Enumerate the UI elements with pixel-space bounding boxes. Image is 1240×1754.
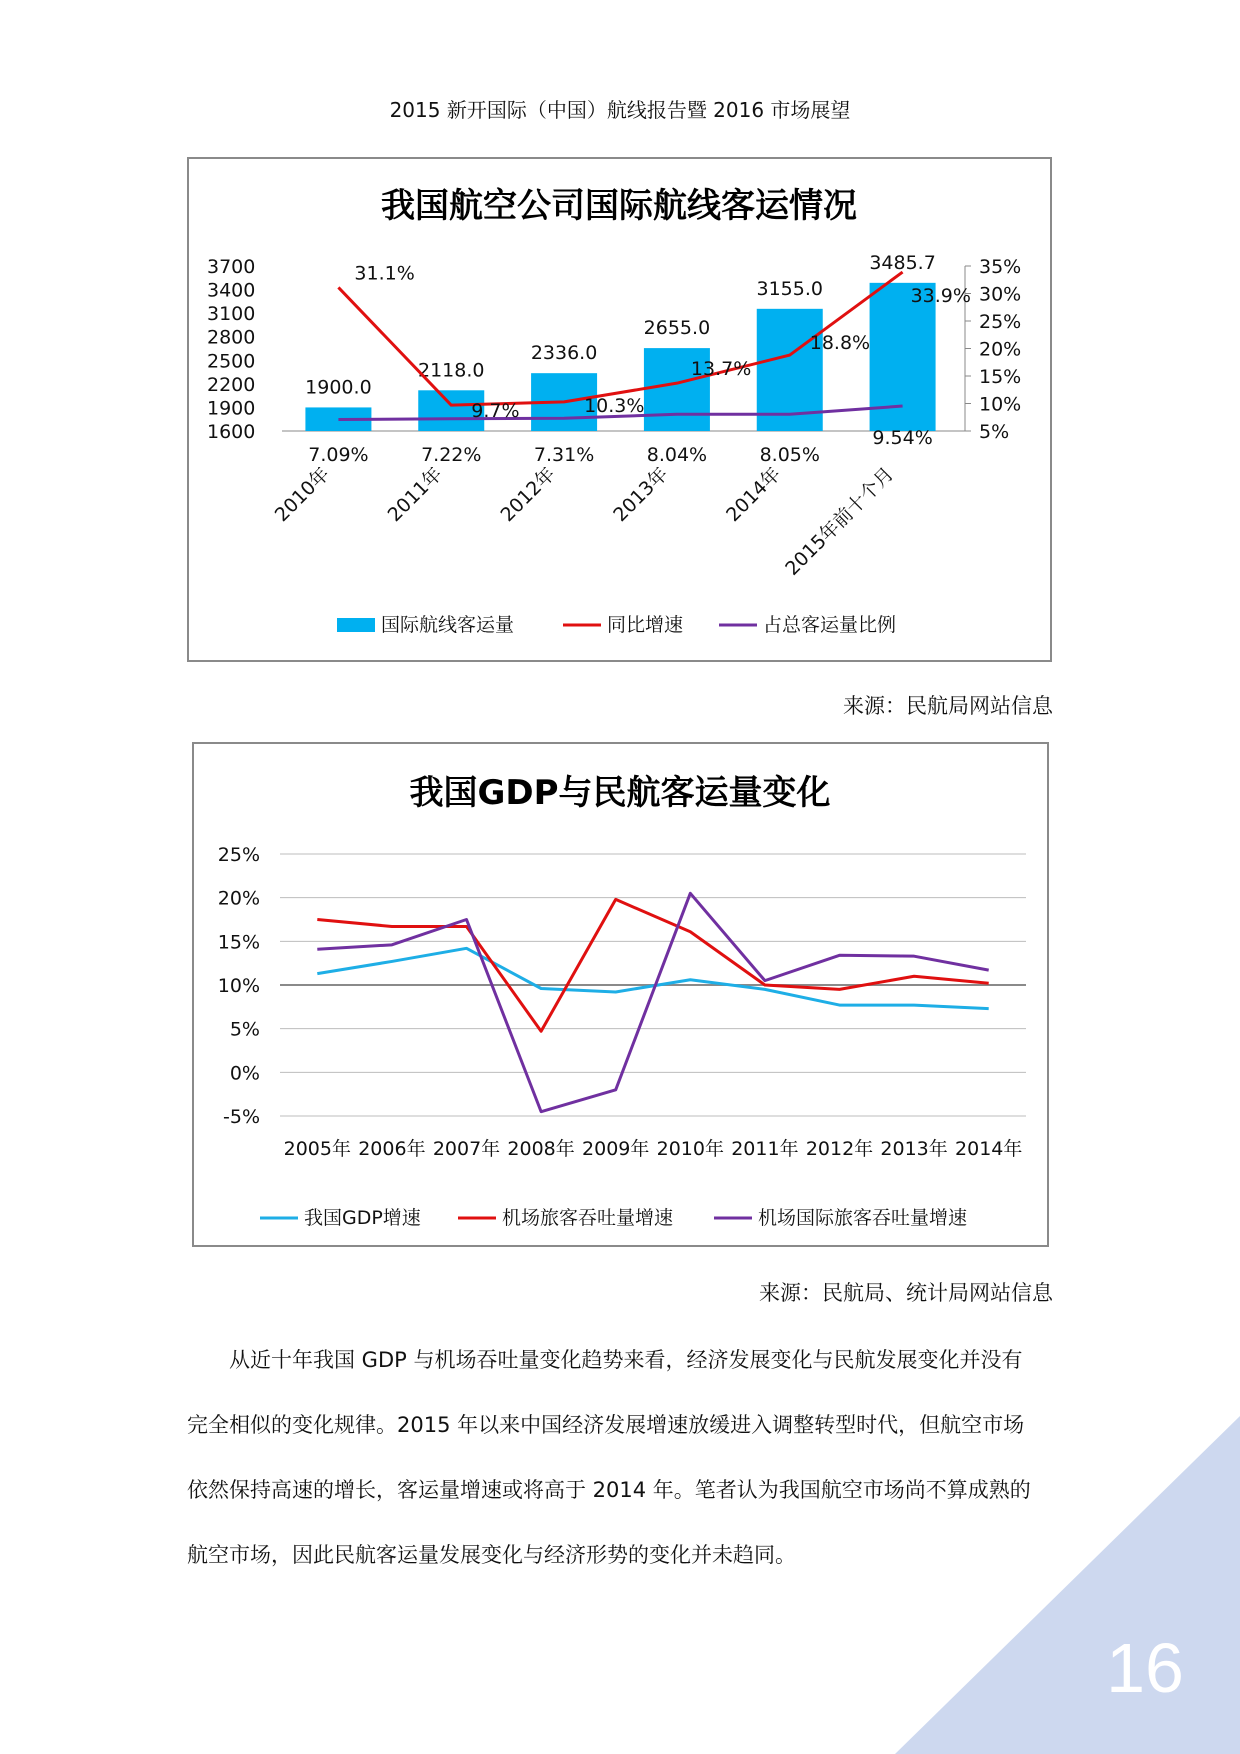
chart1-share-label: 7.09% <box>308 444 369 466</box>
chart2-category-label: 2007年 <box>432 1138 501 1160</box>
chart2-y-tick-label: -5% <box>223 1106 260 1128</box>
chart1-growth-label: 10.3% <box>584 394 645 417</box>
paragraph-line: 从近十年我国 GDP 与机场吞吐量变化趋势来看，经济发展变化与民航发展变化并没有 <box>229 1348 1023 1372</box>
chart2-category-label: 2005年 <box>283 1138 351 1160</box>
chart1-bar-label: 2118.0 <box>418 359 485 382</box>
chart2-category-label: 2008年 <box>507 1138 575 1160</box>
chart2-y-tick-label: 15% <box>217 931 260 954</box>
chart1-bar-label: 2336.0 <box>530 342 598 365</box>
gdp-passenger-chart-svg <box>194 744 1047 1245</box>
chart2-legend-label: 机场旅客吞吐量增速 <box>502 1207 674 1229</box>
chart1-right-tick-label: 30% <box>979 283 1022 306</box>
chart1-category-label: 2014年 <box>722 462 786 527</box>
chart1-title: 我国航空公司国际航线客运情况 <box>381 186 857 226</box>
chart1-growth-label: 9.7% <box>471 400 520 423</box>
page-number: 16 <box>1106 1629 1184 1707</box>
chart2-source: 来源：民航局、统计局网站信息 <box>759 1281 1053 1305</box>
chart1-share-label: 7.31% <box>533 444 595 466</box>
chart2-y-tick-label: 0% <box>229 1062 260 1085</box>
chart2-category-label: 2006年 <box>358 1138 426 1160</box>
chart1-share-label: 8.05% <box>759 444 820 466</box>
chart1-bar-label: 2655.0 <box>643 317 711 340</box>
chart2-y-tick-label: 25% <box>217 844 260 866</box>
chart1-right-tick-label: 20% <box>979 338 1022 361</box>
chart2-legend-label: 机场国际旅客吞吐量增速 <box>758 1207 968 1229</box>
chart2-legend-label: 我国GDP增速 <box>304 1207 421 1229</box>
chart2-category-label: 2010年 <box>656 1138 724 1160</box>
paragraph-line: 依然保持高速的增长，客运量增速或将高于 2014 年。笔者认为我国航空市场尚不算成熟的 <box>187 1478 1031 1502</box>
chart1-share-label: 7.22% <box>421 444 482 466</box>
chart2-y-tick-label: 5% <box>229 1018 260 1041</box>
chart1-left-tick-label: 2200 <box>207 373 256 396</box>
chart1-legend-label: 国际航线客运量 <box>381 614 515 636</box>
paragraph-line: 航空市场，因此民航客运量发展变化与经济形势的变化并未趋同。 <box>187 1543 796 1567</box>
chart1-right-tick-label: 25% <box>979 311 1022 333</box>
chart1-left-tick-label: 1600 <box>207 421 256 443</box>
chart1-legend-label: 占总客运量比例 <box>763 614 897 636</box>
chart1-left-tick-label: 2800 <box>207 326 256 349</box>
chart1-bar-label: 3155.0 <box>756 277 823 300</box>
chart1-left-tick-label: 3400 <box>207 279 256 302</box>
chart1-bar-label: 3485.7 <box>869 251 936 274</box>
chart1-growth-label: 33.9% <box>910 285 971 308</box>
chart2-category-label: 2011年 <box>731 1138 799 1160</box>
chart1-right-tick-label: 5% <box>979 421 1010 443</box>
chart1-bar-label: 1900.0 <box>305 376 372 399</box>
chart2-y-tick-label: 20% <box>217 887 260 910</box>
chart2-category-label: 2014年 <box>955 1138 1023 1160</box>
chart1-category-label: 2010年 <box>270 462 334 527</box>
chart2-category-label: 2012年 <box>805 1138 874 1160</box>
chart1-category-label: 2011年 <box>383 462 447 527</box>
intl-passenger-chart <box>187 157 1052 662</box>
chart1-right-tick-label: 10% <box>979 393 1022 416</box>
chart1-legend-label: 同比增速 <box>607 614 684 636</box>
chart2-category-label: 2013年 <box>880 1138 948 1160</box>
chart1-category-label: 2012年 <box>496 462 560 527</box>
chart1-left-tick-label: 3100 <box>207 303 256 326</box>
chart1-share-label: 9.54% <box>872 427 933 450</box>
chart1-legend-swatch <box>337 618 375 632</box>
chart1-category-label: 2015年前十个月 <box>781 462 899 580</box>
chart1-left-tick-label: 2500 <box>207 350 256 373</box>
chart1-growth-label: 18.8% <box>809 332 871 355</box>
chart2-category-label: 2009年 <box>582 1138 650 1160</box>
chart1-growth-label: 13.7% <box>690 358 752 381</box>
chart1-left-tick-label: 1900 <box>207 397 256 420</box>
chart1-right-tick-label: 35% <box>979 256 1022 278</box>
chart2-y-tick-label: 10% <box>217 975 260 997</box>
paragraph-line: 完全相似的变化规律。2015 年以来中国经济发展增速放缓进入调整转型时代，但航空市场 <box>187 1413 1025 1437</box>
chart1-right-tick-label: 15% <box>979 366 1022 388</box>
chart1-category-label: 2013年 <box>609 462 673 527</box>
intl-passenger-chart-svg <box>189 159 1050 660</box>
chart2-title: 我国GDP与民航客运量变化 <box>409 773 831 813</box>
chart1-left-tick-label: 3700 <box>207 256 256 278</box>
page-header: 2015 新开国际（中国）航线报告暨 2016 市场展望 <box>389 98 851 122</box>
chart1-share-label: 8.04% <box>646 444 708 466</box>
corner-decoration <box>895 1416 1240 1754</box>
gdp-passenger-chart <box>192 742 1049 1247</box>
chart1-source: 来源：民航局网站信息 <box>843 694 1053 718</box>
chart2-series-line <box>317 899 988 1031</box>
chart1-growth-label: 31.1% <box>354 262 415 285</box>
